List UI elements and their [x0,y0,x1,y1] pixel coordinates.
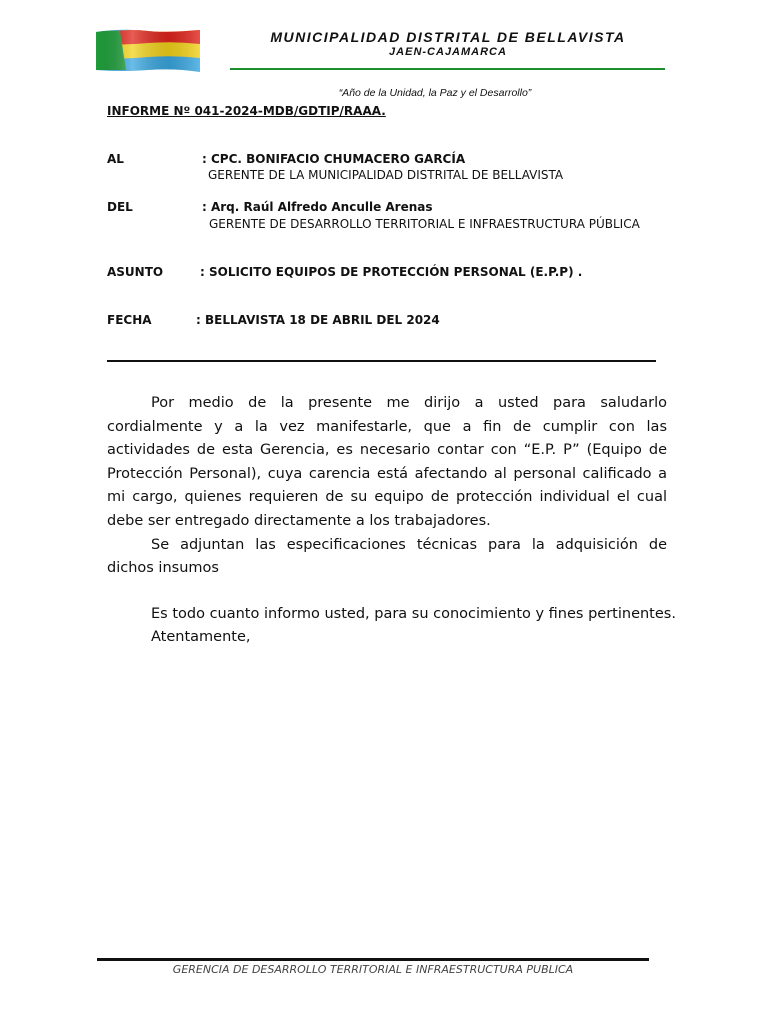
letter-body [107,392,676,650]
organization-name: MUNICIPALIDAD DISTRITAL DE BELLAVISTA [270,29,626,45]
letterhead-divider [230,68,665,70]
to-position: GERENTE DE LA MUNICIPALIDAD DISTRITAL DE BELLAVISTA [208,168,564,182]
from-label: DEL [107,200,133,214]
signoff: Atentamente, [151,629,251,646]
date-value: : BELLAVISTA 18 DE ABRIL DEL 2024 [196,313,440,327]
subject-value: : SOLICITO EQUIPOS DE PROTECCIÓN PERSONAL (E.P.P) . [200,265,583,279]
footer-department: GERENCIA DE DESARROLLO TERRITORIAL E INFRAESTRUCTURA PUBLICA [172,963,574,976]
organization-location: JAEN-CAJAMARCA [389,46,507,58]
date-label: FECHA [107,313,152,327]
report-number: INFORME Nº 041-2024-MDB/GDTIP/RAAA. [107,104,386,118]
from-value: : Arq. Raúl Alfredo Anculle Arenas [202,200,433,214]
to-value: : CPC. BONIFACIO CHUMACERO GARCÍA [202,152,466,166]
subject-label: ASUNTO [107,265,164,279]
from-position: GERENTE DE DESARROLLO TERRITORIAL E INFRAESTRUCTURA PÚBLICA [209,217,640,231]
year-motto: “Año de la Unidad, la Paz y el Desarrollo” [338,87,532,99]
closing-statement: Es todo cuanto informo usted, para su conocimiento y fines pertinentes. [151,605,676,622]
municipal-flag-emblem [96,28,200,72]
body-paragraph-1: Por medio de la presente me dirijo a usted para saludarlo cordialmente y a la vez manifestarle, que a fin de cumplir con las actividades de esta Gerencia, es necesario contar con “E.P. P” (Equipo de Protección Personal), cuya carencia está afectando al personal calificado a mi cargo, quienes requieren de su equipo de protección individual el cual debe ser entregado directamente a los trabajadores. [107,395,667,529]
header-divider [107,360,656,362]
body-paragraph-2: Se adjuntan las especificaciones técnicas para la adquisición de dichos insumos [107,536,667,577]
footer-divider [97,958,649,961]
paragraph-spacer [107,581,667,603]
to-label: AL [107,152,124,166]
